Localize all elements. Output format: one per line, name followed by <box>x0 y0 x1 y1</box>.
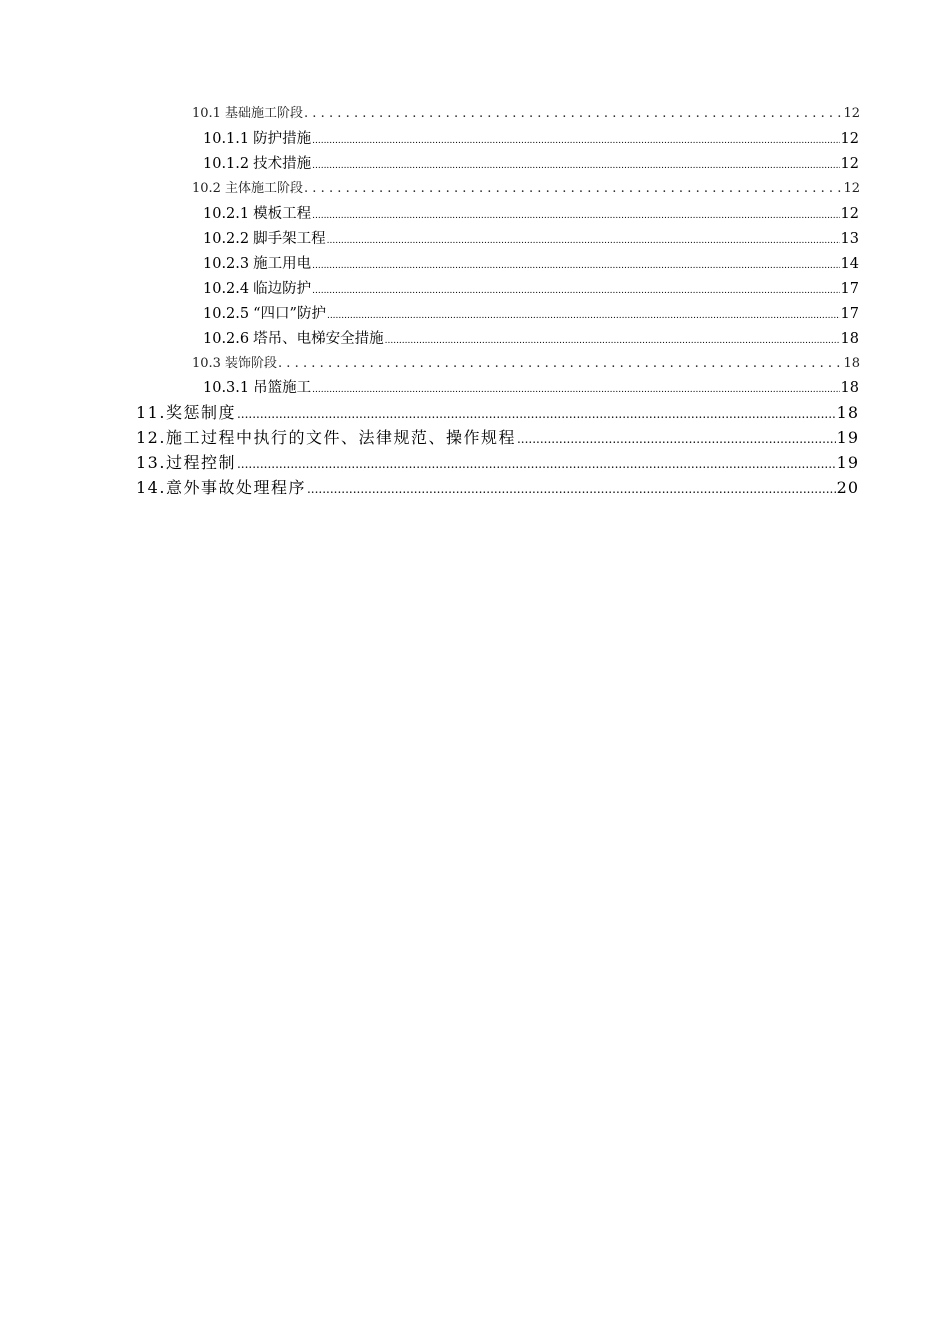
toc-entry-page: 20 <box>836 478 859 497</box>
toc-entry-page: 14 <box>840 256 859 272</box>
toc-leader-dots <box>327 311 840 321</box>
toc-entry-title: 装饰阶段 <box>224 356 277 371</box>
toc-leader-dots <box>312 136 839 146</box>
toc-entry[interactable] <box>203 376 859 397</box>
toc-leader-dots <box>385 336 840 346</box>
toc-entry-title: 意外事故处理程序 <box>165 478 306 497</box>
toc-entry[interactable] <box>192 352 860 371</box>
toc-entry-title: 施工用电 <box>253 256 312 272</box>
toc-entry-number: 10.1 <box>192 106 221 121</box>
toc-entry-page: 18 <box>836 403 859 422</box>
toc-entry-page: 18 <box>840 331 859 347</box>
toc-entry-number: 10.3.1 <box>203 380 250 396</box>
toc-leader-dots <box>312 286 839 296</box>
toc-entry-number: 10.1.1 <box>203 131 250 147</box>
toc-entry-title: 吊篮施工 <box>253 380 312 396</box>
toc-leader-dots <box>237 457 836 471</box>
toc-entry[interactable] <box>192 102 860 121</box>
toc-leader-dots <box>237 407 836 421</box>
toc-entry-page: 12 <box>843 181 860 196</box>
toc-entry-page: 19 <box>836 453 859 472</box>
toc-entry-number: 10.2.5 <box>203 306 250 322</box>
toc-entry-number: 10.2.3 <box>203 256 250 272</box>
toc-entry-title: 技术措施 <box>253 156 312 172</box>
toc-entry[interactable] <box>203 127 859 148</box>
toc-entry-page: 12 <box>840 206 859 222</box>
toc-leader-dots <box>312 161 839 171</box>
toc-entry-number: 12. <box>136 428 166 447</box>
toc-leader-dots <box>304 106 842 121</box>
toc-entry-title: 奖惩制度 <box>165 403 236 422</box>
toc-entry[interactable] <box>203 152 859 173</box>
toc-entry[interactable] <box>203 202 859 223</box>
toc-entry[interactable] <box>203 327 859 348</box>
toc-entry-page: 12 <box>843 106 860 121</box>
toc-entry-page: 12 <box>840 156 859 172</box>
toc-entry[interactable] <box>192 177 860 196</box>
toc-entry-number: 11. <box>136 403 166 422</box>
toc-entry[interactable] <box>136 475 859 498</box>
toc-entry-number: 10.1.2 <box>203 156 250 172</box>
toc-entry-title: “四口”防护 <box>253 306 326 322</box>
toc-entry[interactable] <box>136 425 859 448</box>
toc-entry[interactable] <box>203 252 859 273</box>
toc-entry-number: 10.2.2 <box>203 231 250 247</box>
toc-entry-page: 12 <box>840 131 859 147</box>
toc-entry-number: 10.2.6 <box>203 331 250 347</box>
toc-entry-page: 19 <box>836 428 859 447</box>
toc-entry[interactable] <box>203 302 859 323</box>
toc-entry-number: 13. <box>136 453 166 472</box>
toc-entry-title: 塔吊、电梯安全措施 <box>253 331 384 347</box>
toc-leader-dots <box>312 211 839 221</box>
toc-entry-title: 过程控制 <box>165 453 236 472</box>
toc-entry-number: 10.2.1 <box>203 206 250 222</box>
toc-leader-dots <box>278 356 842 371</box>
toc-entry-page: 17 <box>840 306 859 322</box>
toc-entry-number: 14. <box>136 478 166 497</box>
toc-entry-title: 基础施工阶段 <box>224 106 303 121</box>
toc-entry[interactable] <box>136 450 859 473</box>
toc-entry-title: 临边防护 <box>253 281 312 297</box>
toc-entry-title: 防护措施 <box>253 131 312 147</box>
toc-entry-page: 17 <box>840 281 859 297</box>
toc-entry[interactable] <box>203 227 859 248</box>
toc-entry-title: 脚手架工程 <box>253 231 326 247</box>
toc-entry[interactable] <box>136 400 859 423</box>
toc-entry-number: 10.2.4 <box>203 281 250 297</box>
toc-entry-title: 模板工程 <box>253 206 312 222</box>
toc-leader-dots <box>312 261 839 271</box>
toc-leader-dots <box>517 432 836 446</box>
toc-entry-title: 施工过程中执行的文件、法律规范、操作规程 <box>165 428 516 447</box>
toc-entry[interactable] <box>203 277 859 298</box>
toc-entry-page: 18 <box>840 380 859 396</box>
toc-entry-page: 18 <box>843 356 860 371</box>
toc-leader-dots <box>327 236 840 246</box>
toc-entry-number: 10.2 <box>192 181 221 196</box>
toc-leader-dots <box>304 181 842 196</box>
toc-entry-page: 13 <box>840 231 859 247</box>
toc-leader-dots <box>307 482 836 496</box>
toc-entry-title: 主体施工阶段 <box>224 181 303 196</box>
toc-leader-dots <box>312 385 839 395</box>
toc-entry-number: 10.3 <box>192 356 221 371</box>
